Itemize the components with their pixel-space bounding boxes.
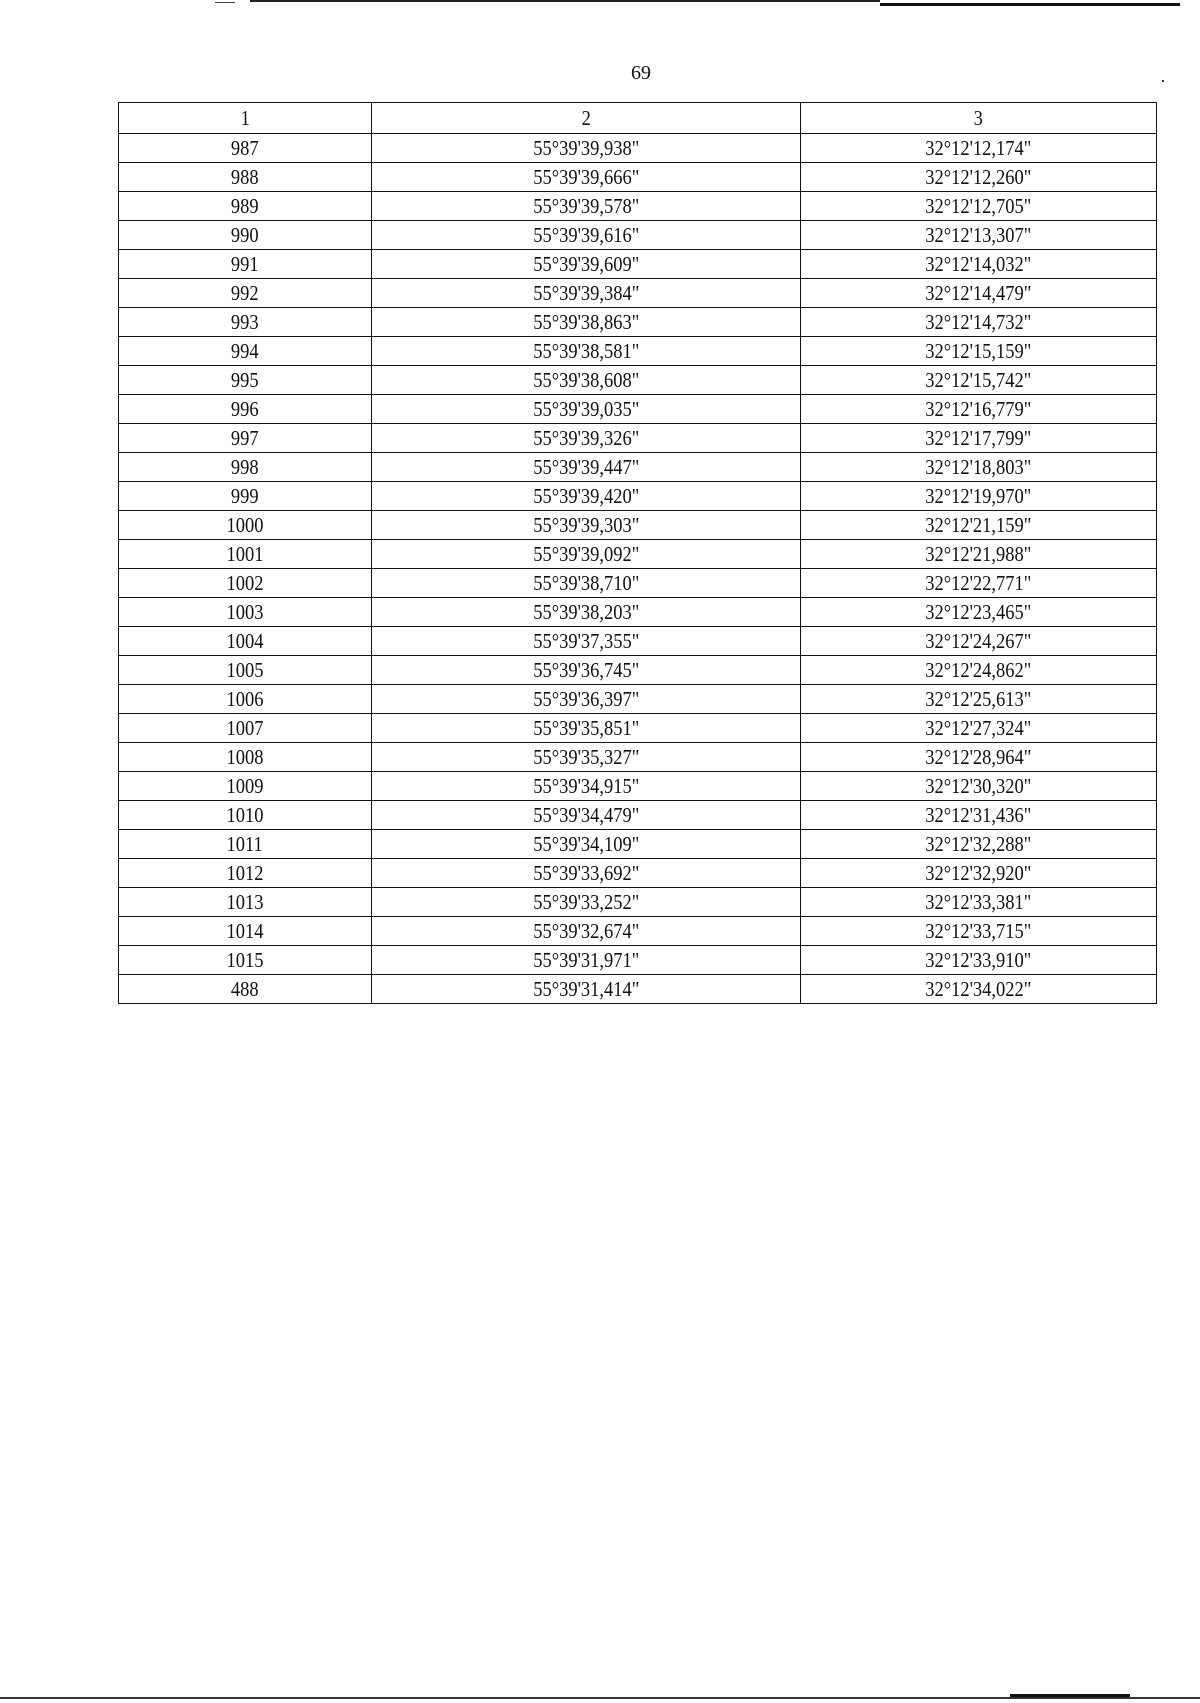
point-number-cell: 1013	[119, 888, 372, 917]
latitude-cell: 55°39'39,666"	[372, 163, 801, 192]
table-row	[119, 772, 1157, 801]
scan-artifact-line	[215, 2, 235, 3]
longitude-cell: 32°12'14,479"	[801, 279, 1157, 308]
longitude-cell: 32°12'31,436"	[801, 801, 1157, 830]
latitude-cell: 55°39'39,035"	[372, 395, 801, 424]
longitude-cell: 32°12'15,742"	[801, 366, 1157, 395]
point-number-cell: 998	[119, 453, 372, 482]
latitude-cell: 55°39'38,581"	[372, 337, 801, 366]
table-row	[119, 801, 1157, 830]
longitude-cell: 32°12'15,159"	[801, 337, 1157, 366]
table-row	[119, 308, 1157, 337]
longitude-cell: 32°12'27,324"	[801, 714, 1157, 743]
longitude-cell: 32°12'12,174"	[801, 134, 1157, 163]
latitude-cell: 55°39'32,674"	[372, 917, 801, 946]
latitude-cell: 55°39'34,915"	[372, 772, 801, 801]
point-number-cell: 991	[119, 250, 372, 279]
longitude-cell: 32°12'30,320"	[801, 772, 1157, 801]
scan-artifact-line	[880, 3, 1180, 6]
table-row	[119, 134, 1157, 163]
header-cell: 2	[372, 103, 801, 134]
point-number-cell: 1006	[119, 685, 372, 714]
table-row	[119, 163, 1157, 192]
header-cell: 3	[801, 103, 1157, 134]
latitude-cell: 55°39'36,745"	[372, 656, 801, 685]
latitude-cell: 55°39'38,710"	[372, 569, 801, 598]
latitude-cell: 55°39'34,109"	[372, 830, 801, 859]
table-row	[119, 917, 1157, 946]
point-number-cell: 993	[119, 308, 372, 337]
longitude-cell: 32°12'22,771"	[801, 569, 1157, 598]
point-number-cell: 1007	[119, 714, 372, 743]
latitude-cell: 55°39'39,616"	[372, 221, 801, 250]
table-row	[119, 192, 1157, 221]
longitude-cell: 32°12'18,803"	[801, 453, 1157, 482]
page-number: 69	[631, 62, 651, 84]
table-row	[119, 250, 1157, 279]
latitude-cell: 55°39'39,938"	[372, 134, 801, 163]
latitude-cell: 55°39'37,355"	[372, 627, 801, 656]
table-header-row	[119, 103, 1157, 134]
table-row	[119, 598, 1157, 627]
scan-artifact-line	[0, 1697, 1200, 1699]
point-number-cell: 997	[119, 424, 372, 453]
longitude-cell: 32°12'12,705"	[801, 192, 1157, 221]
latitude-cell: 55°39'31,971"	[372, 946, 801, 975]
longitude-cell: 32°12'23,465"	[801, 598, 1157, 627]
point-number-cell: 995	[119, 366, 372, 395]
point-number-cell: 1011	[119, 830, 372, 859]
longitude-cell: 32°12'33,910"	[801, 946, 1157, 975]
point-number-cell: 987	[119, 134, 372, 163]
longitude-cell: 32°12'34,022"	[801, 975, 1157, 1004]
table-row	[119, 453, 1157, 482]
longitude-cell: 32°12'24,862"	[801, 656, 1157, 685]
point-number-cell: 1009	[119, 772, 372, 801]
point-number-cell: 989	[119, 192, 372, 221]
table-row	[119, 888, 1157, 917]
point-number-cell: 1004	[119, 627, 372, 656]
longitude-cell: 32°12'32,288"	[801, 830, 1157, 859]
latitude-cell: 55°39'35,851"	[372, 714, 801, 743]
longitude-cell: 32°12'33,381"	[801, 888, 1157, 917]
latitude-cell: 55°39'33,692"	[372, 859, 801, 888]
latitude-cell: 55°39'39,609"	[372, 250, 801, 279]
latitude-cell: 55°39'39,326"	[372, 424, 801, 453]
longitude-cell: 32°12'17,799"	[801, 424, 1157, 453]
point-number-cell: 1001	[119, 540, 372, 569]
table-row	[119, 685, 1157, 714]
latitude-cell: 55°39'39,578"	[372, 192, 801, 221]
longitude-cell: 32°12'14,032"	[801, 250, 1157, 279]
latitude-cell: 55°39'39,384"	[372, 279, 801, 308]
table-row	[119, 511, 1157, 540]
longitude-cell: 32°12'13,307"	[801, 221, 1157, 250]
table-row	[119, 482, 1157, 511]
latitude-cell: 55°39'38,203"	[372, 598, 801, 627]
table-row	[119, 946, 1157, 975]
longitude-cell: 32°12'16,779"	[801, 395, 1157, 424]
longitude-cell: 32°12'19,970"	[801, 482, 1157, 511]
table-row	[119, 743, 1157, 772]
longitude-cell: 32°12'33,715"	[801, 917, 1157, 946]
longitude-cell: 32°12'28,964"	[801, 743, 1157, 772]
table-row	[119, 714, 1157, 743]
table-row	[119, 569, 1157, 598]
table-row	[119, 656, 1157, 685]
table-row	[119, 337, 1157, 366]
table-row	[119, 221, 1157, 250]
scan-artifact-dot	[1162, 80, 1164, 82]
longitude-cell: 32°12'32,920"	[801, 859, 1157, 888]
point-number-cell: 988	[119, 163, 372, 192]
table-row	[119, 424, 1157, 453]
longitude-cell: 32°12'25,613"	[801, 685, 1157, 714]
point-number-cell: 996	[119, 395, 372, 424]
latitude-cell: 55°39'31,414"	[372, 975, 801, 1004]
latitude-cell: 55°39'35,327"	[372, 743, 801, 772]
point-number-cell: 992	[119, 279, 372, 308]
point-number-cell: 1010	[119, 801, 372, 830]
longitude-cell: 32°12'12,260"	[801, 163, 1157, 192]
latitude-cell: 55°39'36,397"	[372, 685, 801, 714]
coordinates-table	[118, 102, 1157, 1004]
table-row	[119, 279, 1157, 308]
latitude-cell: 55°39'39,447"	[372, 453, 801, 482]
point-number-cell: 1005	[119, 656, 372, 685]
table-row	[119, 830, 1157, 859]
latitude-cell: 55°39'39,420"	[372, 482, 801, 511]
header-cell: 1	[119, 103, 372, 134]
point-number-cell: 1003	[119, 598, 372, 627]
point-number-cell: 990	[119, 221, 372, 250]
latitude-cell: 55°39'33,252"	[372, 888, 801, 917]
table-row	[119, 366, 1157, 395]
table-row	[119, 859, 1157, 888]
scan-artifact-line	[1010, 1694, 1130, 1697]
longitude-cell: 32°12'14,732"	[801, 308, 1157, 337]
point-number-cell: 1014	[119, 917, 372, 946]
point-number-cell: 999	[119, 482, 372, 511]
longitude-cell: 32°12'24,267"	[801, 627, 1157, 656]
latitude-cell: 55°39'38,863"	[372, 308, 801, 337]
table-row	[119, 395, 1157, 424]
latitude-cell: 55°39'39,303"	[372, 511, 801, 540]
table-row	[119, 975, 1157, 1004]
latitude-cell: 55°39'38,608"	[372, 366, 801, 395]
point-number-cell: 1015	[119, 946, 372, 975]
point-number-cell: 488	[119, 975, 372, 1004]
scan-artifact-line	[250, 0, 880, 2]
point-number-cell: 1012	[119, 859, 372, 888]
table-row	[119, 627, 1157, 656]
point-number-cell: 1008	[119, 743, 372, 772]
longitude-cell: 32°12'21,159"	[801, 511, 1157, 540]
latitude-cell: 55°39'39,092"	[372, 540, 801, 569]
point-number-cell: 1000	[119, 511, 372, 540]
latitude-cell: 55°39'34,479"	[372, 801, 801, 830]
point-number-cell: 994	[119, 337, 372, 366]
table-row	[119, 540, 1157, 569]
point-number-cell: 1002	[119, 569, 372, 598]
longitude-cell: 32°12'21,988"	[801, 540, 1157, 569]
